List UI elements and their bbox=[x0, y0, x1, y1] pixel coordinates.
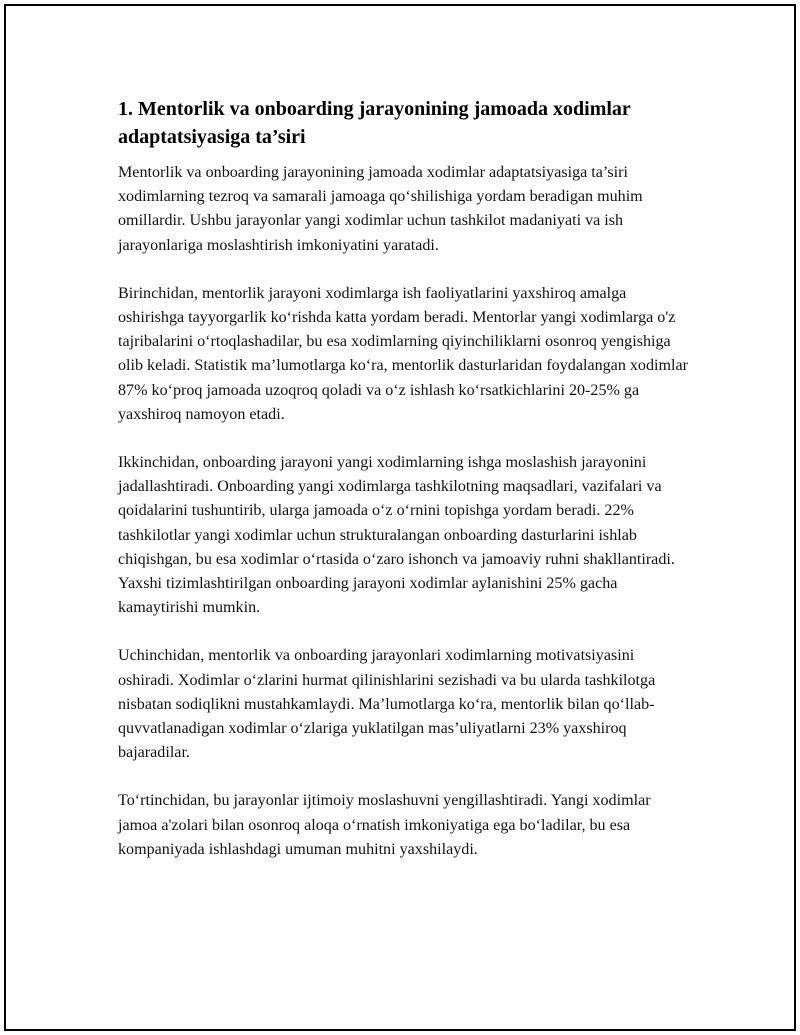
paragraph-second: Ikkinchidan, onboarding jarayoni yangi xodimlarning ishga moslashish jarayonini jadallashtiradi. Onboarding yangi xodimlarga tashkilotning maqsadlari, vazifalari va qoidalarini tushuntirib, ularga jamoada o‘z o‘rnini topishga yordam beradi. 22% tashkilotlar yangi xodimlar uchun strukturalangan onboarding dasturlarini ishlab chiqishgan, bu esa xodimlar o‘rtasida o‘zaro ishonch va jamoaviy ruhni shakllantiradi. Yaxshi tizimlashtirilgan onboarding jarayoni xodimlar aylanishini 25% gacha kamaytirishi mumkin. bbox=[118, 454, 675, 617]
document-body bbox=[118, 95, 690, 886]
section-heading: 1. Mentorlik va onboarding jarayonining jamoada xodimlar adaptatsiyasiga ta’siri bbox=[118, 98, 631, 148]
paragraph-fourth: To‘rtinchidan, bu jarayonlar ijtimoiy moslashuvni yengillashtiradi. Yangi xodimlar jamoa a'zolari bilan osonroq aloqa o‘rnatish imkoniyatiga ega bo‘ladilar, bu esa kompaniyada ishlashdagi umuman muhitni yaxshilaydi. bbox=[118, 792, 651, 858]
paragraph-intro: Mentorlik va onboarding jarayonining jamoada xodimlar adaptatsiyasiga ta’siri xodimlarning tezroq va samarali jamoaga qo‘shilishiga yordam beradigan muhim omillardir. Ushbu jarayonlar yangi xodimlar uchun tashkilot madaniyati va ish jarayonlariga moslashtirish imkoniyatini yaratadi. bbox=[118, 164, 643, 254]
paragraph-first: Birinchidan, mentorlik jarayoni xodimlarga ish faoliyatlarini yaxshiroq amalga oshirishga tayyorgarlik ko‘rishda katta yordam beradi. Mentorlar yangi xodimlarga o'z tajribalarini o‘rtoqlashadilar, bu esa xodimlarning qiyinchiliklarni osonroq yengishiga olib keladi. Statistik ma’lumotlarga ko‘ra, mentorlik dasturlaridan foydalangan xodimlar 87% ko‘proq jamoada uzoqroq qoladi va o‘z ishlash ko‘rsatkichlarini 20-25% ga yaxshiroq namoyon etadi. bbox=[118, 284, 688, 423]
paragraph-third: Uchinchidan, mentorlik va onboarding jarayonlari xodimlarning motivatsiyasini oshiradi. Xodimlar o‘zlarini hurmat qilinishlarini sezishadi va bu ularda tashkilotga nisbatan sodiqlikni mustahkamlaydi. Ma’lumotlarga ko‘ra, mentorlik bilan qo‘llab-quvvatlanadigan xodimlar o‘zlariga yuklatilgan mas’uliyatlarni 23% yaxshiroq bajaradilar. bbox=[118, 647, 656, 762]
